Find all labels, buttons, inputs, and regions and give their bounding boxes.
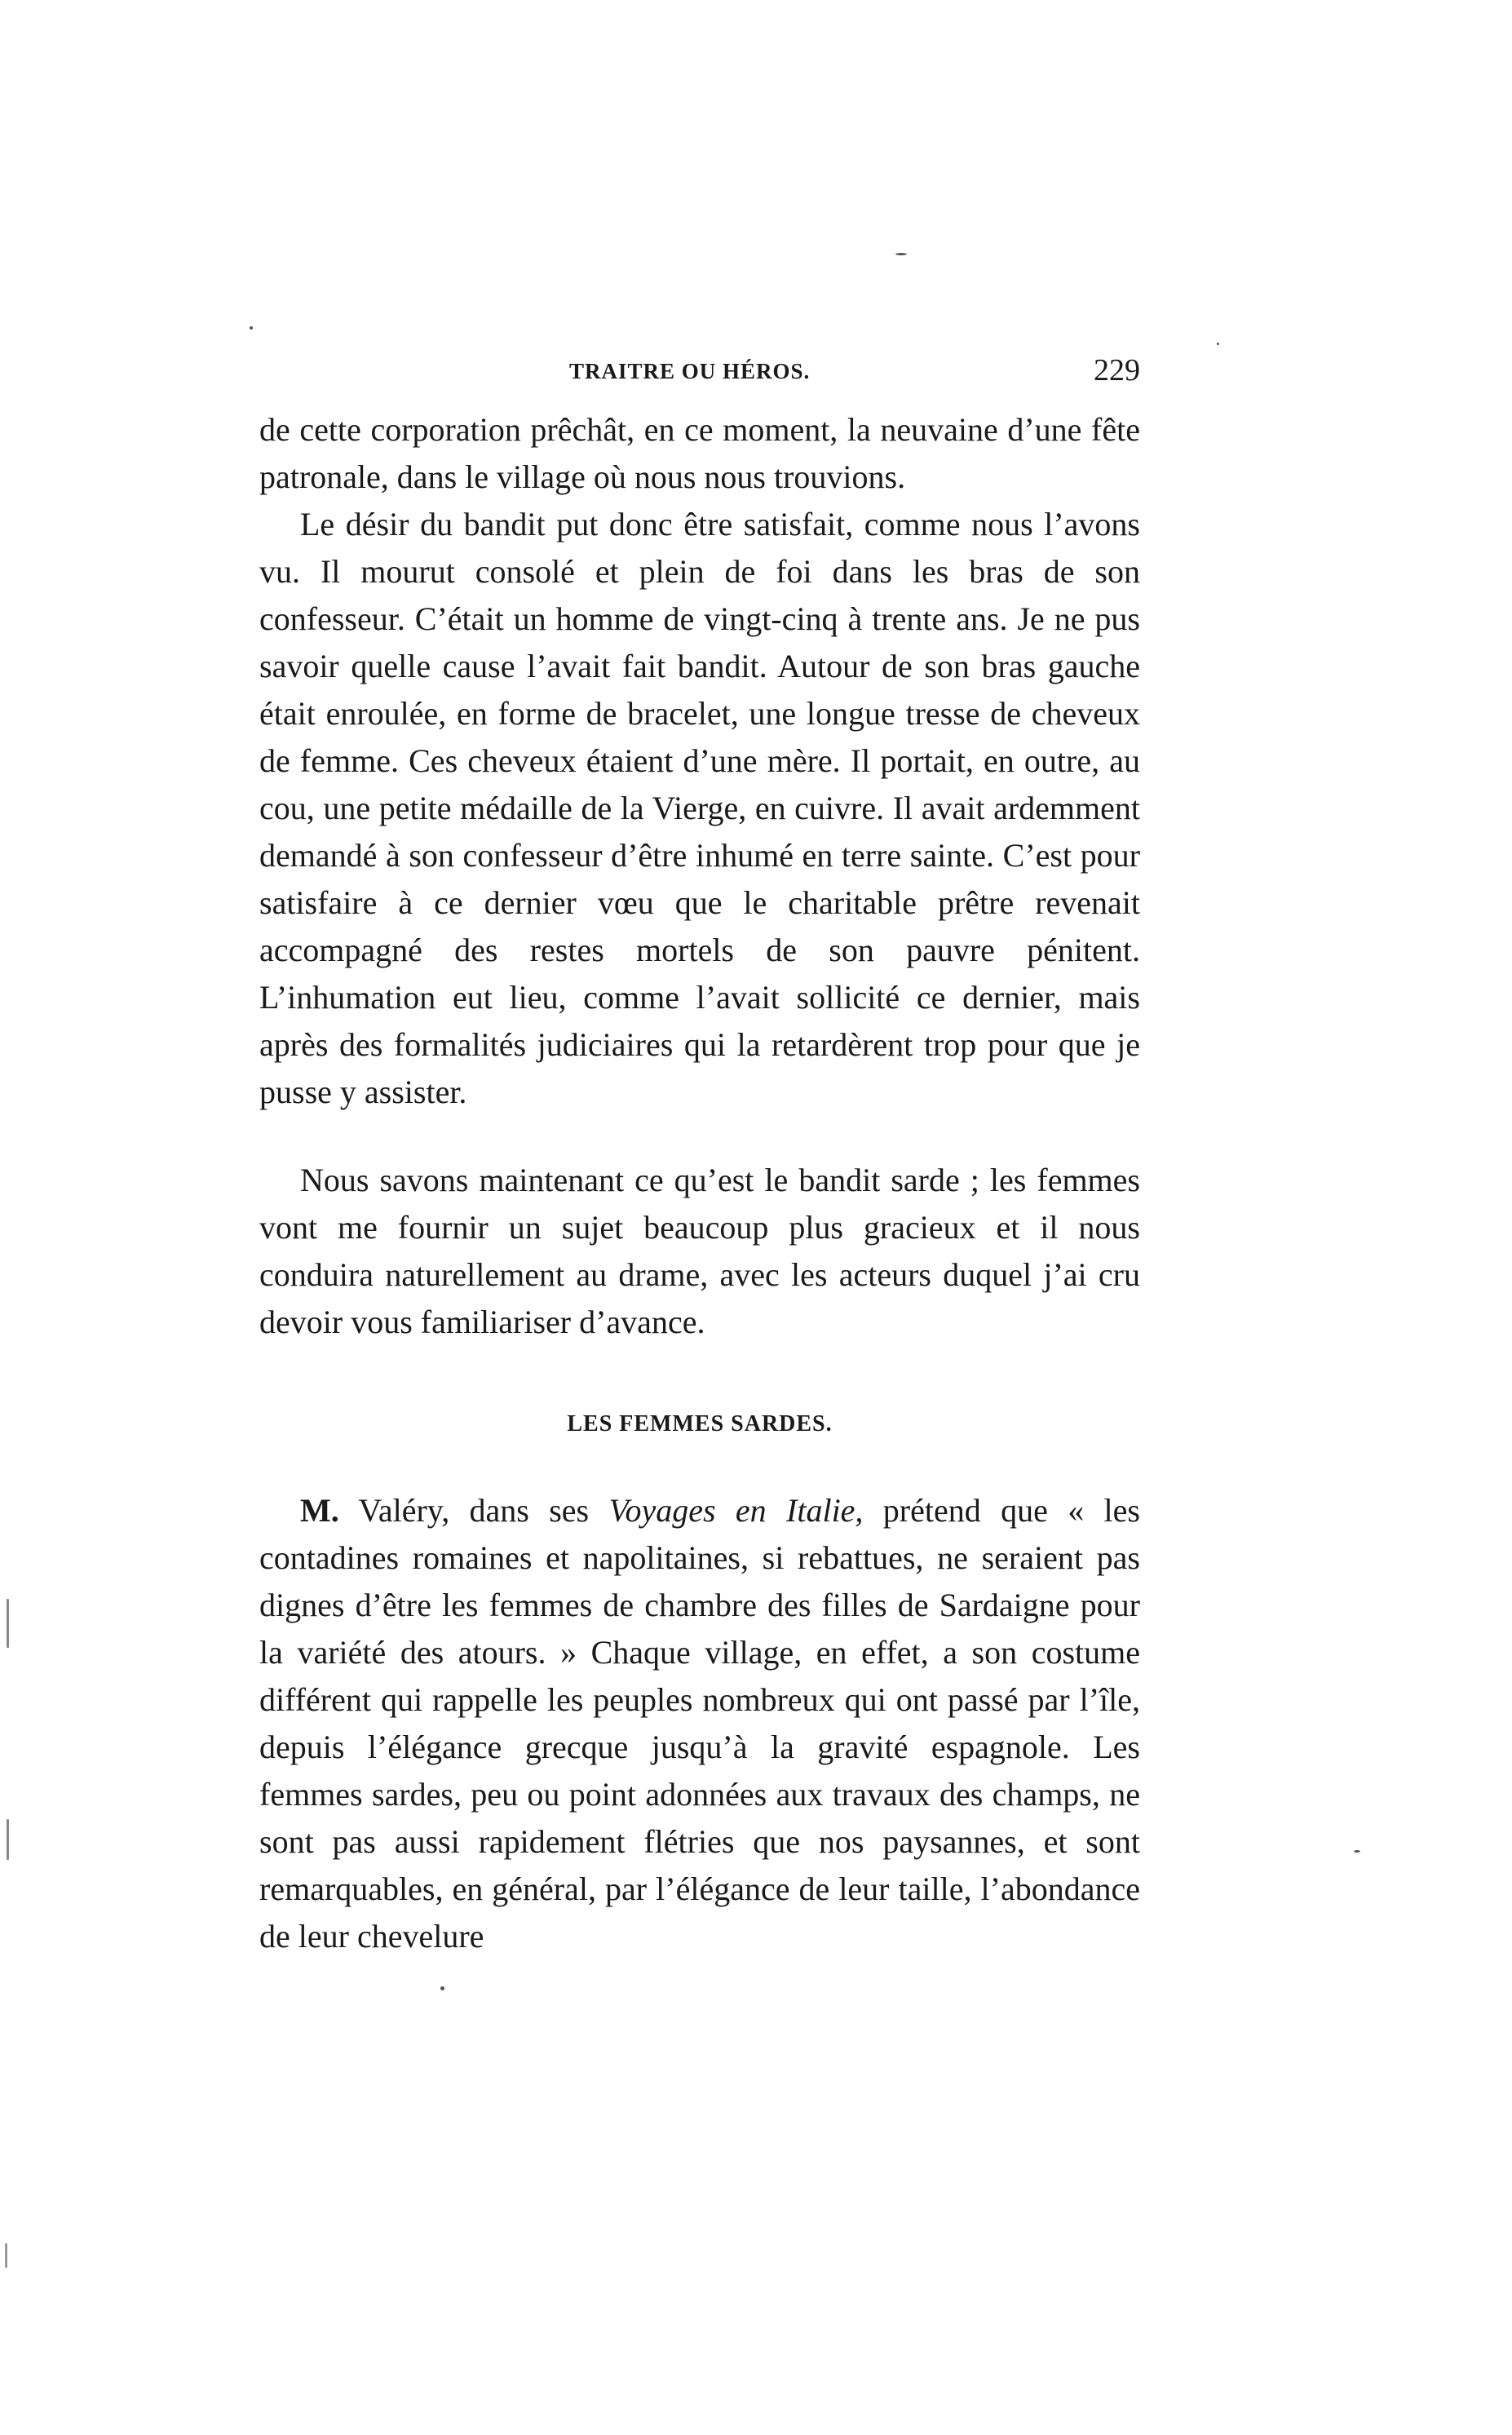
body-text-upper [259, 406, 1140, 1116]
running-title: TRAITRE OU HÉROS. [569, 359, 811, 383]
lead-word: M. [300, 1492, 339, 1529]
paragraph-text-a: Valéry, dans ses [358, 1492, 590, 1529]
paragraph-femmes-sardes [259, 1487, 1140, 1960]
section-heading: LES FEMMES SARDES. [567, 1411, 833, 1437]
running-header [259, 352, 1140, 393]
paragraph-bandit: Le désir du bandit put donc être satisfait, comme nous l’avons vu. Il mourut consolé et plein de foi dans les bras de son confesseur. C’était un homme de vingt-cinq à trente ans. Je ne pus savoir quelle cause l’avait fait bandit. Autour de son bras gauche était enroulée, en forme de bracelet, une longue tresse de cheveux de femme. Ces cheveux étaient d’une mère. Il portait, en outre, au cou, une petite médaille de la Vierge, en cuivre. Il avait ardemment demandé à son confesseur d’être inhumé en terre sainte. C’est pour satisfaire à ce dernier vœu que le charitable prêtre revenait accompagné des restes mortels de son pauvre pénitent. L’inhumation eut lieu, comme l’avait sollicité ce dernier, mais après des formalités judiciaires qui la retardèrent trop pour que je pusse y assister. [259, 506, 1140, 1110]
paragraph-continuation: de cette corporation prêchât, en ce moment, la neuvaine d’une fête patronale, dans le village où nous nous trouvions. [259, 411, 1140, 495]
paragraph-transition: Nous savons maintenant ce qu’est le bandit sarde ; les femmes vont me fournir un sujet beaucoup plus gracieux et il nous conduira naturellement au drame, avec les acteurs duquel j’ai cru devoir vous familiariser d’avance. [259, 1162, 1140, 1340]
book-title-italic: Voyages en Italie, [608, 1492, 864, 1529]
page-number: 229 [1094, 353, 1140, 387]
paragraph-text-b: prétend que « les contadines romaines et napolitaines, si rebattues, ne seraient pas dignes d’être les femmes de chambre des filles de Sardaigne pour la variété des atours. » Chaque village, en effet, a son costume différent qui rappelle les peuples nombreux qui ont passé par l’île, depuis l’élégance grecque jusqu’à la gravité espagnole. Les femmes sardes, peu ou point adonnées aux travaux des champs, ne sont pas aussi rapidement flétries que nos paysannes, et sont remarquables, en général, par l’élégance de leur taille, l’abondance de leur chevelure [259, 1492, 1140, 1955]
